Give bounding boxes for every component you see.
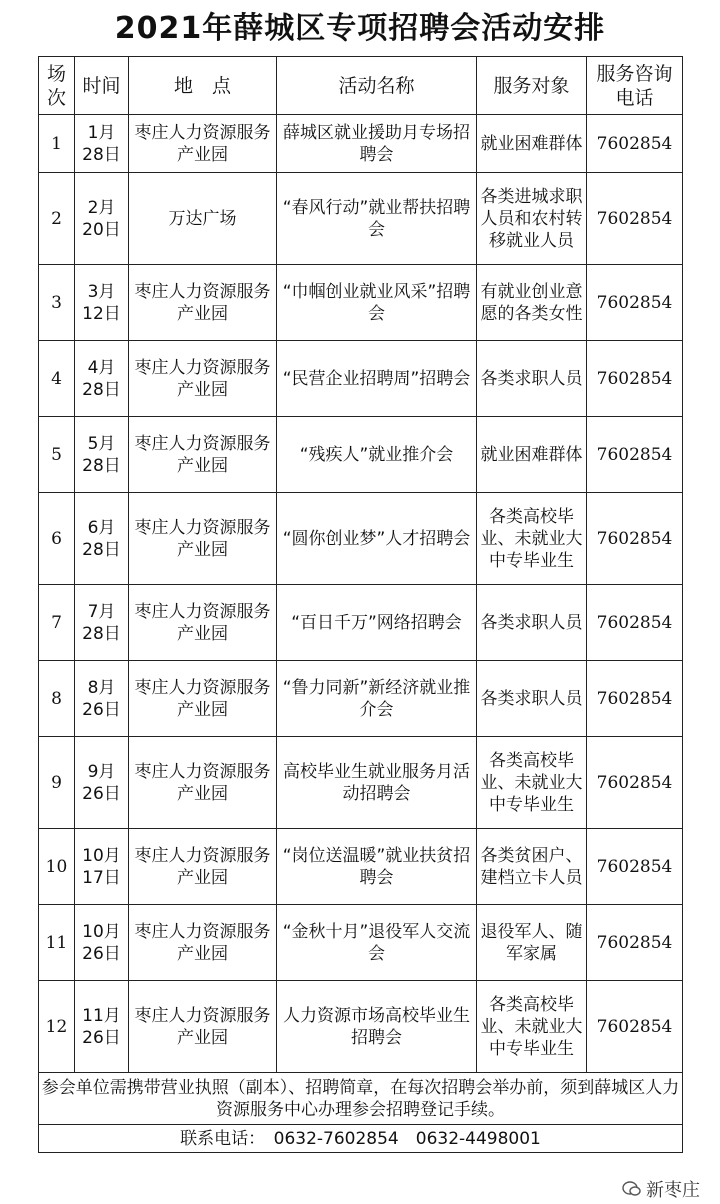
cell-place: 枣庄人力资源服务产业园	[129, 493, 277, 585]
contact-text: 联系电话： 0632-7602854 0632-4498001	[39, 1125, 683, 1153]
cell-event: “金秋十月”退役军人交流会	[277, 905, 477, 981]
cell-place: 枣庄人力资源服务产业园	[129, 981, 277, 1073]
cell-index: 10	[39, 829, 75, 905]
cell-date: 9月26日	[75, 737, 129, 829]
cell-event: 人力资源市场高校毕业生招聘会	[277, 981, 477, 1073]
cell-event: “残疾人”就业推介会	[277, 417, 477, 493]
cell-index: 5	[39, 417, 75, 493]
header-phone: 服务咨询电话	[587, 57, 683, 115]
note-text: 参会单位需携带营业执照（副本）、招聘简章，在每次招聘会举办前，须到薛城区人力资源服务中心办理参会招聘登记手续。	[39, 1073, 683, 1125]
cell-date: 3月12日	[75, 265, 129, 341]
cell-place: 枣庄人力资源服务产业园	[129, 737, 277, 829]
cell-target: 就业困难群体	[477, 417, 587, 493]
table-row	[39, 417, 683, 493]
cell-place: 枣庄人力资源服务产业园	[129, 115, 277, 173]
cell-date: 10月17日	[75, 829, 129, 905]
cell-date: 2月20日	[75, 173, 129, 265]
cell-index: 11	[39, 905, 75, 981]
cell-event: “春风行动”就业帮扶招聘会	[277, 173, 477, 265]
cell-target: 各类高校毕业、未就业大中专毕业生	[477, 493, 587, 585]
table-row	[39, 829, 683, 905]
cell-index: 8	[39, 661, 75, 737]
cell-event: “巾帼创业就业风采”招聘会	[277, 265, 477, 341]
cell-date: 10月26日	[75, 905, 129, 981]
cell-index: 2	[39, 173, 75, 265]
schedule-table	[38, 56, 683, 1153]
chat-bubble-icon	[622, 1179, 642, 1199]
cell-place: 枣庄人力资源服务产业园	[129, 905, 277, 981]
cell-phone: 7602854	[587, 737, 683, 829]
header-row	[39, 57, 683, 115]
cell-index: 1	[39, 115, 75, 173]
header-event: 活动名称	[277, 57, 477, 115]
watermark	[622, 1176, 700, 1202]
cell-target: 各类求职人员	[477, 585, 587, 661]
cell-phone: 7602854	[587, 585, 683, 661]
cell-target: 各类求职人员	[477, 661, 587, 737]
cell-target: 有就业创业意愿的各类女性	[477, 265, 587, 341]
table-row	[39, 585, 683, 661]
cell-place: 枣庄人力资源服务产业园	[129, 265, 277, 341]
cell-phone: 7602854	[587, 981, 683, 1073]
cell-place: 枣庄人力资源服务产业园	[129, 829, 277, 905]
cell-date: 11月26日	[75, 981, 129, 1073]
cell-date: 6月28日	[75, 493, 129, 585]
cell-place: 枣庄人力资源服务产业园	[129, 585, 277, 661]
header-date: 时间	[75, 57, 129, 115]
cell-phone: 7602854	[587, 493, 683, 585]
cell-event: “鲁力同新”新经济就业推介会	[277, 661, 477, 737]
cell-event: “圆你创业梦”人才招聘会	[277, 493, 477, 585]
table-row	[39, 265, 683, 341]
cell-index: 12	[39, 981, 75, 1073]
table-row	[39, 661, 683, 737]
cell-date: 7月28日	[75, 585, 129, 661]
cell-index: 6	[39, 493, 75, 585]
cell-event: “民营企业招聘周”招聘会	[277, 341, 477, 417]
cell-date: 1月28日	[75, 115, 129, 173]
table-row	[39, 905, 683, 981]
cell-phone: 7602854	[587, 661, 683, 737]
cell-phone: 7602854	[587, 265, 683, 341]
cell-place: 枣庄人力资源服务产业园	[129, 417, 277, 493]
cell-place: 枣庄人力资源服务产业园	[129, 661, 277, 737]
header-index: 场次	[39, 57, 75, 115]
table-row	[39, 115, 683, 173]
cell-phone: 7602854	[587, 173, 683, 265]
cell-event: 高校毕业生就业服务月活动招聘会	[277, 737, 477, 829]
cell-place: 枣庄人力资源服务产业园	[129, 341, 277, 417]
cell-date: 4月28日	[75, 341, 129, 417]
cell-phone: 7602854	[587, 417, 683, 493]
cell-event: “岗位送温暖”就业扶贫招聘会	[277, 829, 477, 905]
cell-phone: 7602854	[587, 905, 683, 981]
cell-phone: 7602854	[587, 829, 683, 905]
table-row	[39, 173, 683, 265]
cell-event: “百日千万”网络招聘会	[277, 585, 477, 661]
table-row	[39, 493, 683, 585]
cell-date: 5月28日	[75, 417, 129, 493]
table-row	[39, 981, 683, 1073]
page-title: 2021年薛城区专项招聘会活动安排	[114, 11, 606, 46]
cell-target: 各类求职人员	[477, 341, 587, 417]
watermark-text: 新枣庄	[646, 1180, 700, 1201]
cell-index: 3	[39, 265, 75, 341]
cell-target: 各类高校毕业、未就业大中专毕业生	[477, 981, 587, 1073]
table-row	[39, 737, 683, 829]
cell-phone: 7602854	[587, 115, 683, 173]
header-place: 地 点	[129, 57, 277, 115]
cell-target: 各类进城求职人员和农村转移就业人员	[477, 173, 587, 265]
cell-index: 9	[39, 737, 75, 829]
cell-index: 4	[39, 341, 75, 417]
cell-phone: 7602854	[587, 341, 683, 417]
cell-date: 8月26日	[75, 661, 129, 737]
table-row	[39, 341, 683, 417]
cell-target: 各类高校毕业、未就业大中专毕业生	[477, 737, 587, 829]
cell-target: 退役军人、随军家属	[477, 905, 587, 981]
header-target: 服务对象	[477, 57, 587, 115]
cell-event: 薛城区就业援助月专场招聘会	[277, 115, 477, 173]
cell-place: 万达广场	[129, 173, 277, 265]
cell-index: 7	[39, 585, 75, 661]
cell-target: 就业困难群体	[477, 115, 587, 173]
cell-target: 各类贫困户、建档立卡人员	[477, 829, 587, 905]
